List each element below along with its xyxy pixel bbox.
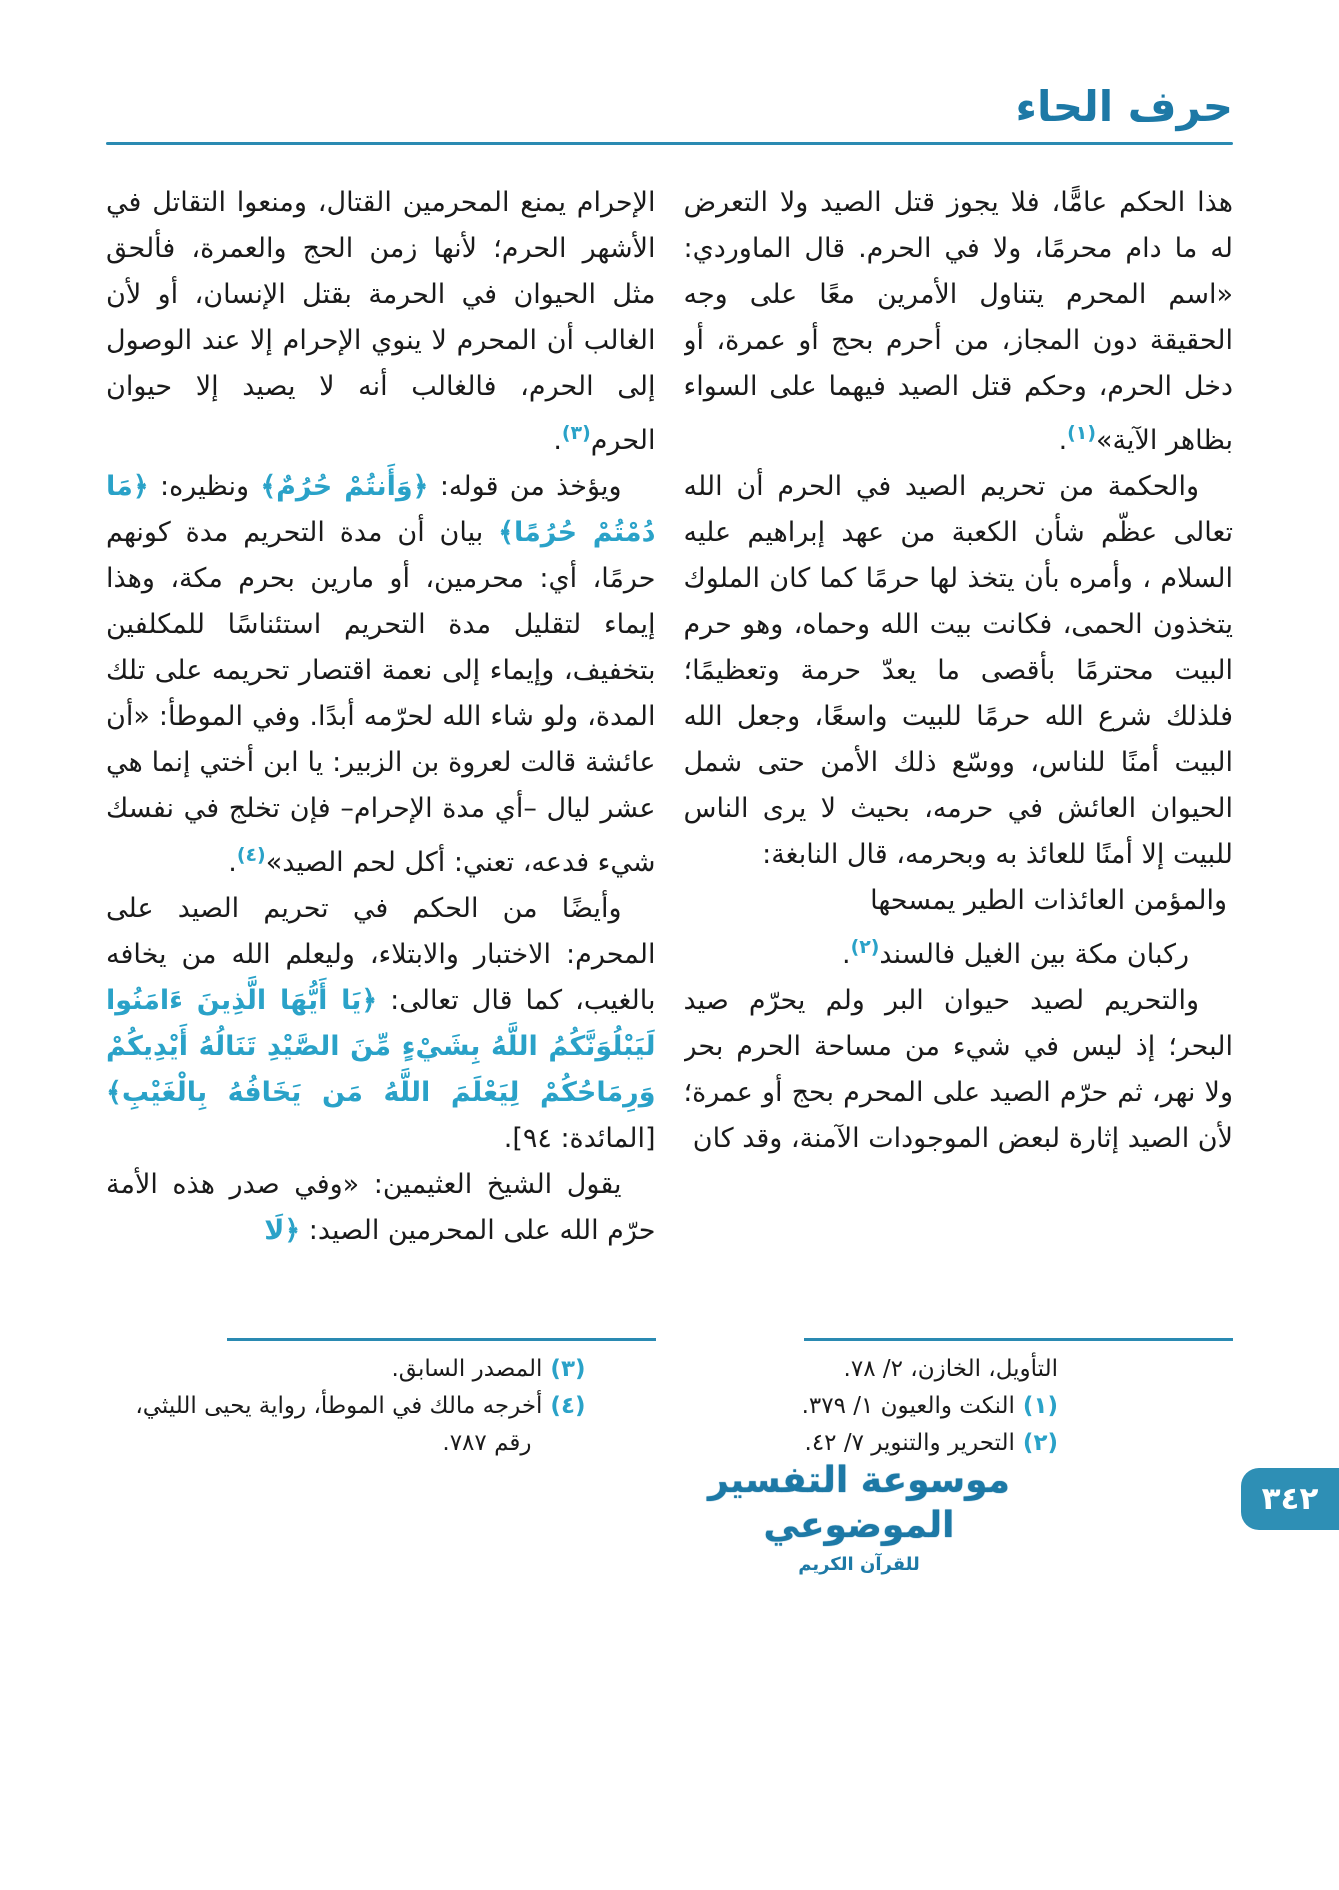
footnote-ref: (١) xyxy=(1067,422,1096,444)
text-run: . xyxy=(841,939,851,970)
text-run: بيان أن مدة التحريم مدة كونهم حرمًا، أي: محرمين، أو مارين بحرم مكة، وهذا إيماء لتقليل مدة التحريم استئناسًا للمكلفين بتخفيف، وإيماء إلى نعمة اقتصار تحريمه على تلك المدة، ولو شاء الله لحرّمه أبدًا. وفي الموطأ: «أن عائشة قالت لعروة بن الزبير: يا ابن أختي إنما هي عشر ليال –أي مدة الإحرام– فإن تخلج في نفسك شيء فدعه، تعني: أكل لحم الصيد» xyxy=(106,517,656,878)
footnote-number: (٢) xyxy=(1022,1429,1058,1456)
text-run: الإحرام يمنع المحرمين القتال، ومنعوا التقاتل في الأشهر الحرم؛ لأنها زمن الحج والعمرة، فألحق مثل الحيوان في الحرمة بقتل الإنسان، أو لأن الغالب أن المحرم لا ينوي الإحرام إلا عند الوصول إلى الحرم، فالغالب أنه لا يصيد إلا حيوان الحرم xyxy=(106,187,656,456)
text-run: . xyxy=(1058,425,1068,456)
quran-quote: ﴿يَا أَيُّهَا الَّذِينَ ءَامَنُوا لَيَبْلُوَنَّكُمُ اللَّهُ بِشَيْءٍ مِّنَ الصَّيْدِ تَنَالُهُ أَيْدِيكُمْ وَرِمَاحُكُمْ لِيَعْلَمَ اللَّهُ مَن يَخَافُهُ بِالْغَيْبِ﴾ xyxy=(106,985,656,1108)
text-run: وأيضًا من الحكم في تحريم الصيد على المحرم: الاختبار والابتلاء، وليعلم الله من يخافه بالغيب، كما قال تعالى: xyxy=(106,893,656,1016)
emblem-title: موسوعة التفسير الموضوعي xyxy=(708,1460,1010,1546)
text-run: . xyxy=(228,847,237,878)
footnote-text: المصدر السابق. xyxy=(391,1355,543,1382)
page-header xyxy=(106,0,1233,145)
paragraph xyxy=(684,464,1234,878)
footnote-item xyxy=(106,1388,586,1462)
right-column-text xyxy=(684,180,1234,1332)
right-footnotes xyxy=(684,1338,1234,1462)
footnote-separator xyxy=(804,1338,1233,1341)
footnote-number: (٣) xyxy=(550,1355,586,1382)
footnote-number: (١) xyxy=(1022,1392,1058,1419)
text-run: والتحريم لصيد حيوان البر ولم يحرّم صيد البحر؛ إذ ليس في شيء من مساحة الحرم بحر ولا نهر، ثم حرّم الصيد على المحرم بحج أو عمرة؛ لأن الصيد إثارة لبعض الموجودات الآمنة، وقد كان xyxy=(683,985,1233,1154)
footnote-item xyxy=(684,1351,1059,1388)
header-divider xyxy=(106,142,1233,145)
publisher-emblem xyxy=(649,1458,1069,1575)
paragraph xyxy=(106,1162,656,1254)
footnote-item xyxy=(684,1388,1059,1425)
paragraph xyxy=(684,180,1234,464)
footnote-ref: (٤) xyxy=(236,844,266,866)
quran-quote: ﴿وَأَنتُمْ حُرُمٌ﴾ xyxy=(260,471,429,502)
text-run: . xyxy=(553,425,562,456)
footnote-separator xyxy=(227,1338,656,1341)
left-footnotes xyxy=(106,1338,656,1462)
text-run: ونظيره: xyxy=(148,471,261,502)
footnote-text: أخرجه مالك في الموطأ، رواية يحيى الليثي، رقم ٧٨٧. xyxy=(135,1392,543,1456)
paragraph xyxy=(106,180,656,464)
text-run: والمؤمن العائذات الطير يمسحها xyxy=(870,885,1227,916)
footnote-ref: (٢) xyxy=(850,936,880,958)
text-run: هذا الحكم عامًّا، فلا يجوز قتل الصيد ولا التعرض له ما دام محرمًا، ولا في الحرم. قال الماوردي: «اسم المحرم يتناول الأمرين معًا على وجه الحقيقة دون المجاز، من أحرم بحج أو عمرة، أو دخل الحرم، وحكم قتل الصيد فيهما على السواء بظاهر الآية» xyxy=(683,187,1233,456)
poetry-line xyxy=(684,924,1234,978)
footnote-item xyxy=(106,1351,586,1388)
text-run: يقول الشيخ العثيمين: «وفي صدر هذه الأمة حرّم الله على المحرمين الصيد: xyxy=(106,1169,656,1246)
footnote-text: التأويل، الخازن، ٢/ ٧٨. xyxy=(843,1355,1058,1382)
right-column xyxy=(684,180,1234,1462)
text-run: ركبان مكة بين الغيل فالسند xyxy=(879,939,1189,970)
right-footnotes-list xyxy=(684,1351,1234,1462)
text-run: ويؤخذ من قوله: xyxy=(428,471,622,502)
paragraph xyxy=(106,464,656,886)
text-run: والحكمة من تحريم الصيد في الحرم أن الله تعالى عظّم شأن الكعبة من عهد إبراهيم عليه السلام ، وأمره بأن يتخذ لها حرمًا كما كان الملوك يتخذون الحمى، فكانت بيت الله وحماه، وهو حرم البيت محترمًا بأقصى ما يعدّ حرمة وتعظيمًا؛ فلذلك شرع الله حرمًا للبيت واسعًا، وجعل الله البيت أمنًا للناس، ووسّع ذلك الأمن حتى شمل الحيوان العائش في حرمه، بحيث لا يرى الناس للبيت إلا أمنًا للعائذ به وبحرمه، قال النابغة: xyxy=(683,471,1233,870)
footnote-number: (٤) xyxy=(550,1392,586,1419)
paragraph xyxy=(684,978,1234,1162)
paragraph xyxy=(106,886,656,1162)
chapter-title: حرف الحاء xyxy=(1015,82,1233,131)
footnote-item xyxy=(684,1425,1059,1462)
quran-quote: ﴿مَا دُمْتُمْ حُرُمًا﴾ xyxy=(106,471,656,548)
left-footnotes-list xyxy=(106,1351,656,1462)
footnote-text: التحرير والتنوير ٧/ ٤٢. xyxy=(804,1429,1015,1456)
footnote-text: النكت والعيون ١/ ٣٧٩. xyxy=(801,1392,1015,1419)
footnote-ref: (٣) xyxy=(561,422,591,444)
text-run: [المائدة: ٩٤]. xyxy=(503,1123,656,1154)
poetry-line xyxy=(684,878,1234,924)
page-number-badge: ٣٤٢ xyxy=(1241,1468,1339,1530)
emblem-subtitle: للقرآن الكريم xyxy=(798,1554,920,1575)
quran-quote: ﴿لَا xyxy=(264,1215,301,1246)
page-body xyxy=(106,180,1233,1462)
left-column xyxy=(106,180,656,1462)
left-column-text xyxy=(106,180,656,1332)
